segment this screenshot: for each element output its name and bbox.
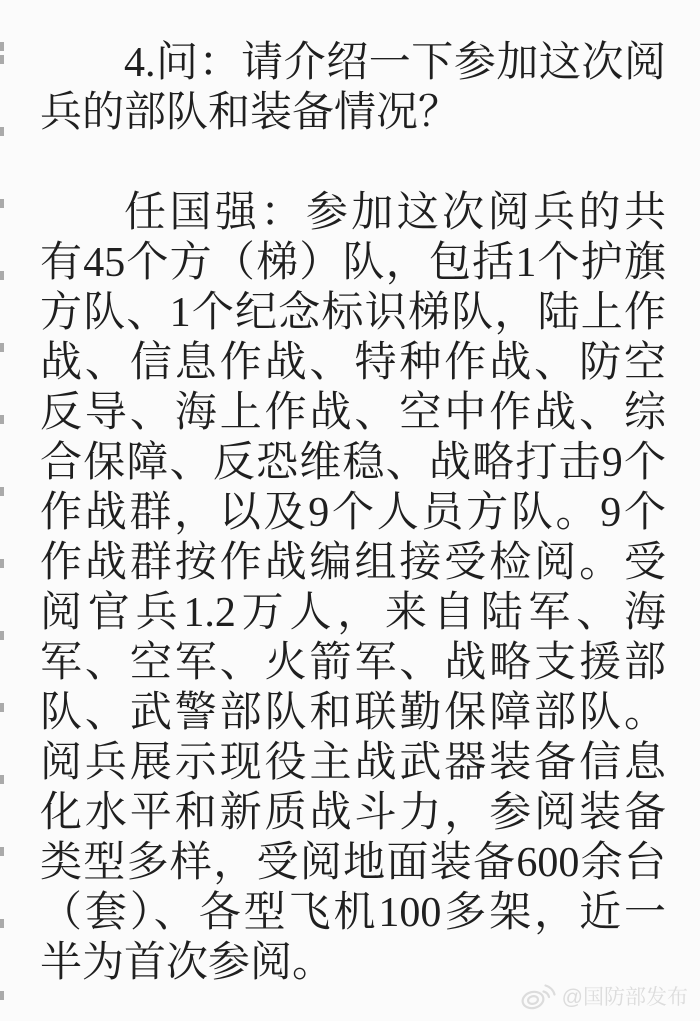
weibo-logo-icon	[520, 981, 556, 1011]
article-text	[40, 38, 666, 988]
watermark	[520, 981, 688, 1011]
watermark-handle: @国防部发布	[561, 986, 688, 1009]
left-edge-artifacts	[0, 0, 4, 1021]
question-paragraph: 4.问：请介绍一下参加这次阅兵的部队和装备情况？	[40, 40, 666, 136]
answer-paragraph: 任国强：参加这次阅兵的共有45个方（梯）队，包括1个护旗方队、1个纪念标识梯队，陆上作战、信息作战、特种作战、防空反导、海上作战、空中作战、综合保障、反恐维稳、战略打击9个作战群，以及9个人员方队。9个作战群按作战编组接受检阅。受阅官兵1.2万人，来自陆军、海军、空军、火箭军、战略支援部队、武警部队和联勤保障部队。阅兵展示现役主战武器装备信息化水平和新质战斗力，参阅装备类型多样，受阅地面装备600余台（套）、各型飞机100多架，近一半为首次参阅。	[40, 190, 666, 986]
